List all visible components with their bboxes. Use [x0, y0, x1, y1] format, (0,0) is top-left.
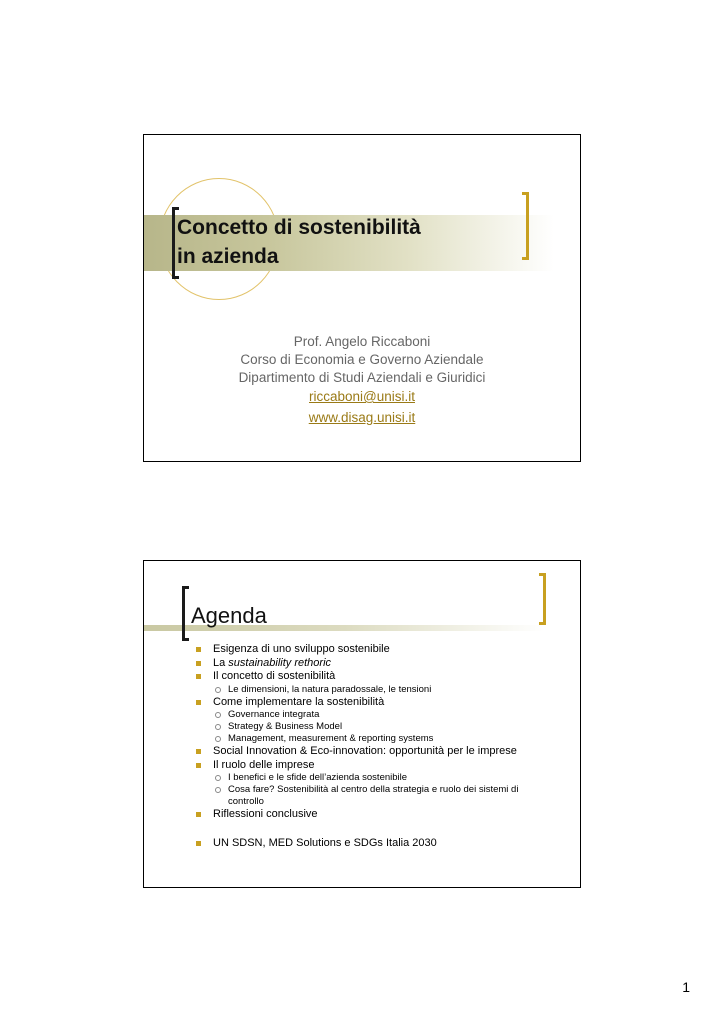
title-line-2: in azienda: [177, 245, 279, 268]
list-item: Il ruolo delle imprese: [196, 759, 576, 773]
square-bullet-icon: [196, 841, 201, 846]
circle-bullet-icon: [215, 787, 221, 793]
square-bullet-icon: [196, 812, 201, 817]
right-bracket-icon: [539, 573, 546, 625]
agenda-list: [196, 643, 576, 850]
circle-bullet-icon: [215, 775, 221, 781]
circle-bullet-icon: [215, 687, 221, 693]
page-number: 1: [682, 979, 690, 995]
sub-list-item: Cosa fare? Sostenibilità al centro della strategia e ruolo dei sistemi di controllo: [196, 784, 528, 808]
square-bullet-icon: [196, 763, 201, 768]
square-bullet-icon: [196, 647, 201, 652]
sub-list-item: Strategy & Business Model: [196, 721, 576, 733]
circle-bullet-icon: [215, 736, 221, 742]
list-item: UN SDSN, MED Solutions e SDGs Italia 2030: [196, 837, 576, 851]
list-item: Social Innovation & Eco-innovation: opportunità per le imprese: [196, 745, 576, 759]
author-name: Prof. Angelo Riccaboni: [293, 334, 431, 349]
slide-title: [177, 213, 421, 271]
course-name: Corso di Economia e Governo Aziendale: [240, 352, 484, 367]
list-item: Riflessioni conclusive: [196, 808, 576, 822]
left-bracket-icon: [182, 586, 189, 641]
sub-list-item: I benefici e le sfide dell’azienda sostenibile: [196, 772, 576, 784]
square-bullet-icon: [196, 661, 201, 666]
sub-list-item: Management, measurement & reporting systems: [196, 733, 576, 745]
circle-bullet-icon: [215, 712, 221, 718]
square-bullet-icon: [196, 749, 201, 754]
author-block: [144, 333, 580, 387]
circle-bullet-icon: [215, 724, 221, 730]
square-bullet-icon: [196, 674, 201, 679]
email-link[interactable]: riccaboni@unisi.it: [309, 389, 415, 404]
list-item: Il concetto di sostenibilità: [196, 670, 576, 684]
sub-list-item: Governance integrata: [196, 709, 576, 721]
list-item: La sustainability rethoric: [196, 657, 576, 671]
list-item: Come implementare la sostenibilità: [196, 696, 576, 710]
right-bracket-icon: [522, 192, 529, 260]
list-item: Esigenza di uno sviluppo sostenibile: [196, 643, 576, 657]
agenda-slide: [143, 560, 581, 888]
title-slide: [143, 134, 581, 462]
slide-title: Agenda: [191, 603, 267, 628]
department-name: Dipartimento di Studi Aziendali e Giuridici: [238, 370, 486, 385]
sub-list-item: Le dimensioni, la natura paradossale, le tensioni: [196, 684, 576, 696]
website-link[interactable]: www.disag.unisi.it: [308, 410, 416, 425]
title-line-1: Concetto di sostenibilità: [177, 216, 421, 239]
square-bullet-icon: [196, 700, 201, 705]
